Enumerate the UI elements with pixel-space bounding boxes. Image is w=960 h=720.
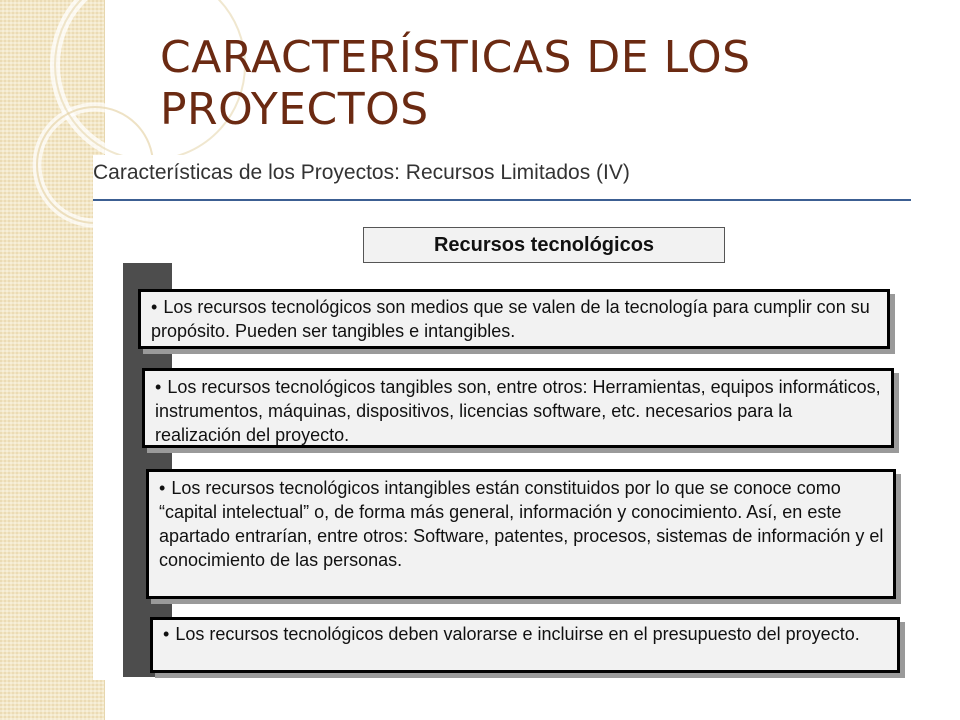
bullet-icon: • bbox=[151, 297, 158, 317]
bullet-card bbox=[138, 289, 890, 349]
bullet-icon: • bbox=[155, 377, 162, 397]
bullet-text: Los recursos tecnológicos son medios que se valen de la tecnología para cumplir con su propósito. Pueden ser tangibles e intangibles. bbox=[151, 297, 870, 341]
bullet-card bbox=[142, 368, 894, 448]
bullet-card bbox=[150, 617, 900, 673]
panel-header: Características de los Proyectos: Recursos Limitados (IV) bbox=[93, 161, 630, 184]
header-divider bbox=[93, 199, 911, 201]
section-title-box bbox=[363, 227, 725, 263]
decorative-left-band bbox=[0, 0, 105, 720]
bullet-card bbox=[146, 469, 896, 599]
bullet-text: Los recursos tecnológicos tangibles son, entre otros: Herramientas, equipos informáticos, instrumentos, máquinas, dispositivos, licencias software, etc. necesarios para la realización del proyecto. bbox=[155, 377, 881, 445]
bullet-text: Los recursos tecnológicos intangibles están constituidos por lo que se conoce como “capital intelectual” o, de forma más general, información y conocimiento. Así, en este apartado entrarían, entre otros: Software, patentes, procesos, sistemas de información y el conocimiento de las personas. bbox=[159, 478, 884, 570]
content-panel bbox=[93, 155, 913, 680]
bullet-text: Los recursos tecnológicos deben valorarse e incluirse en el presupuesto del proyecto. bbox=[175, 624, 860, 644]
slide-title: CARACTERÍSTICAS DE LOS PROYECTOS bbox=[160, 32, 751, 135]
bullet-icon: • bbox=[163, 624, 170, 644]
section-title: Recursos tecnológicos bbox=[433, 233, 655, 256]
bullet-icon: • bbox=[159, 478, 166, 498]
